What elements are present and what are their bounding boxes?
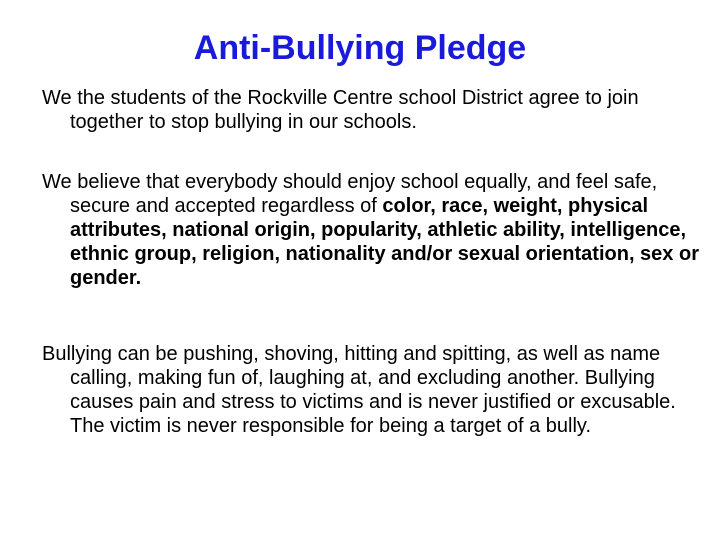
pledge-paragraph-1: We the students of the Rockville Centre school District agree to join together to stop bullying in our schools. [42, 87, 639, 133]
pledge-paragraph-3: Bullying can be pushing, shoving, hitting and spitting, as well as name calling, making fun of, laughing at, and excluding another. Bullying causes pain and stress to victims and is never justified or excusable. The victim is never responsible for being a target of a bully. [42, 343, 676, 437]
paragraph-2-text: We believe that everybody should enjoy school equally, and feel safe, secure and accepted regardless of [42, 171, 658, 217]
pledge-paragraph-2 [42, 170, 710, 290]
page-title: Anti-Bullying Pledge [193, 29, 527, 67]
paragraph-2-bold-text: color, race, weight, physical attributes, national origin, popularity, athletic ability, intelligence, ethnic group, religion, nationality and/or sexual orientation, sex or gender. [70, 195, 699, 289]
